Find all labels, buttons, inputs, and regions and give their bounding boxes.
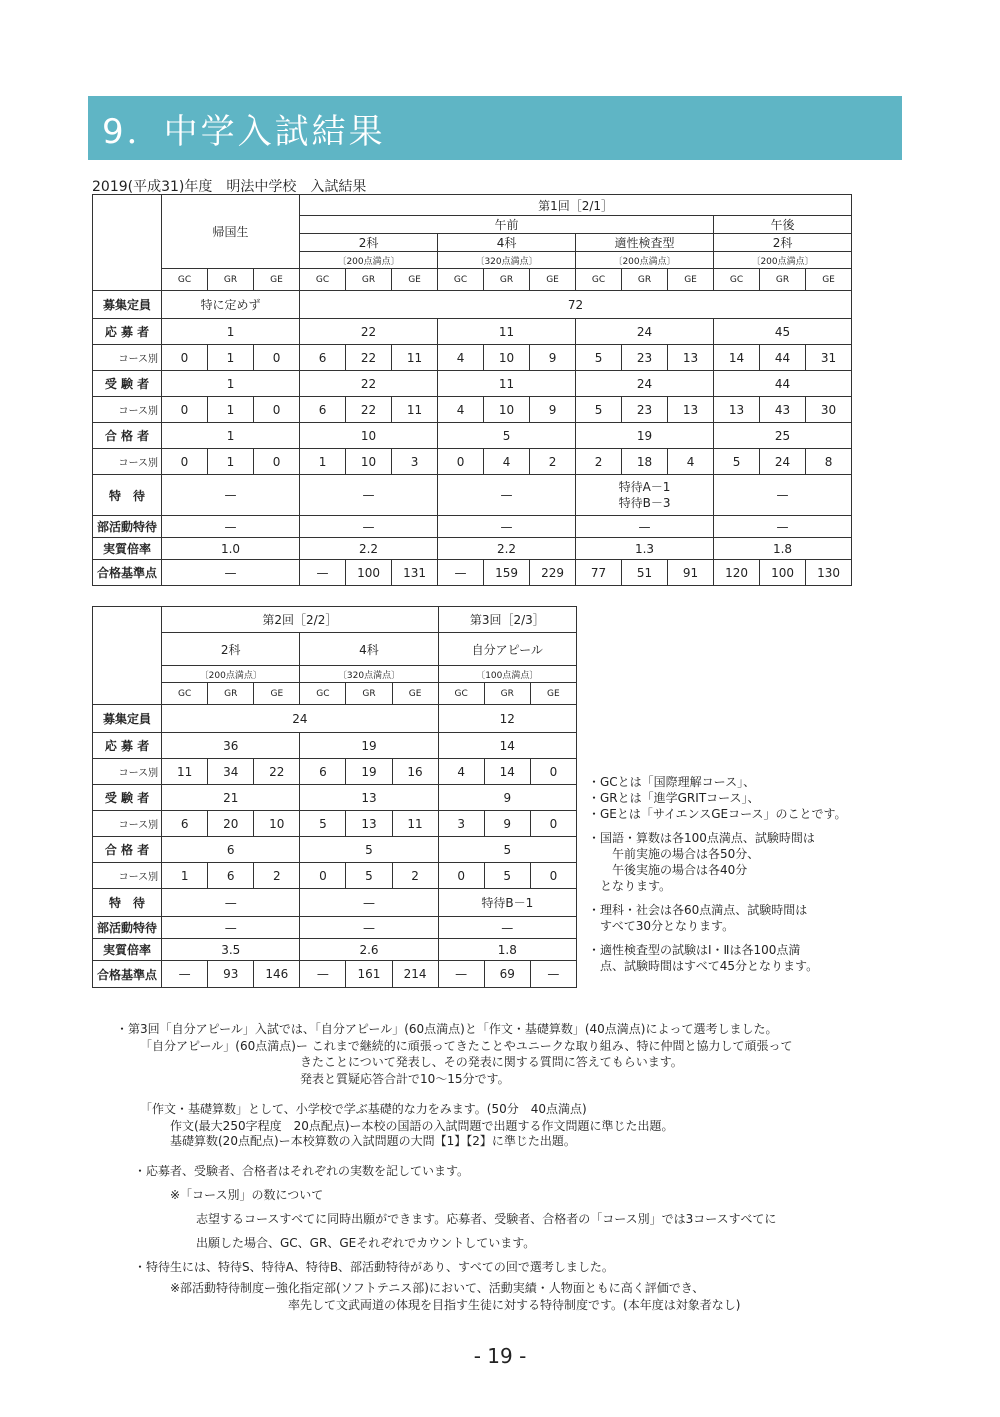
points-100: 〔100点満点〕: [438, 666, 576, 683]
total-cell: 1: [162, 319, 300, 345]
round2-header: 第2回［2/2］: [162, 607, 438, 633]
total-cell: 24: [576, 371, 714, 397]
cell: 14: [714, 345, 760, 371]
cell: 146: [254, 961, 300, 988]
col-gr: GR: [208, 269, 254, 291]
cell: —: [714, 516, 852, 538]
total-cell: 22: [300, 319, 438, 345]
note-line: 「自分アピール」(60点満点)ー これまで継続的に頑張ってきたことやユニークな取り組み、特に仲間と協力して頑張って: [140, 1039, 793, 1053]
gozen-header: 午前: [300, 216, 714, 234]
cell: 11: [392, 811, 438, 837]
total-cell: 9: [438, 785, 576, 811]
cell: 93: [208, 961, 254, 988]
col-ge: GE: [530, 269, 576, 291]
cell: 100: [346, 560, 392, 586]
row-label-goukaku: 合 格 者: [93, 423, 162, 449]
note-line: ・国語・算数は各100点満点、試験時間は: [588, 831, 815, 845]
cell: 13: [668, 345, 714, 371]
cell: 77: [576, 560, 622, 586]
col-ge: GE: [668, 269, 714, 291]
cell: 23: [622, 345, 668, 371]
total-cell: 5: [438, 423, 576, 449]
col-ge: GE: [392, 683, 438, 705]
note-line: 作文(最大250字程度 20点配点)ー本校の国語の入試問題で出題する作文問題に準じた出題。: [170, 1119, 674, 1133]
subject-tekisei: 適性検査型: [576, 234, 714, 252]
cell: —: [438, 917, 576, 939]
total-cell: 13: [300, 785, 438, 811]
cell: 214: [392, 961, 438, 988]
cell: 5: [576, 345, 622, 371]
cell: 9: [530, 345, 576, 371]
note-line: 「作文・基礎算数」として、小学校で学ぶ基礎的な力をみます。(50分 40点満点): [140, 1102, 587, 1116]
cell: 6: [300, 397, 346, 423]
cell: 0: [300, 863, 346, 889]
total-cell: 1: [162, 371, 300, 397]
note-course-defs: [588, 774, 847, 822]
note-line: ※「コース別」の数について: [170, 1188, 324, 1202]
cell: 0: [438, 449, 484, 475]
cell: 1.8: [714, 538, 852, 560]
cell: 0: [254, 449, 300, 475]
total-cell: 22: [300, 371, 438, 397]
cell: —: [714, 475, 852, 516]
page-number: - 19 -: [473, 1344, 527, 1368]
cell: 10: [254, 811, 300, 837]
col-gr: GR: [622, 269, 668, 291]
col-gr: GR: [208, 683, 254, 705]
note-line: ・理科・社会は各60点満点、試験時間は: [588, 903, 808, 917]
col-ge: GE: [392, 269, 438, 291]
cell: 6: [300, 345, 346, 371]
row-label-course: コース別: [93, 397, 162, 423]
row-label-kijun: 合格基準点: [93, 961, 162, 988]
col-gc: GC: [438, 683, 484, 705]
cell: 特待B－1: [438, 889, 576, 917]
round1-header: 第1回［2/1］: [300, 195, 852, 216]
row-label-boshu: 募集定員: [93, 705, 162, 733]
row-label-course: コース別: [93, 863, 162, 889]
cell: 6: [300, 759, 346, 785]
cell: 6: [162, 811, 208, 837]
cell: 30: [806, 397, 852, 423]
cell: —: [300, 516, 438, 538]
cell: 0: [438, 863, 484, 889]
note-line: 午前実施の場合は各50分、: [612, 847, 760, 861]
col-gr: GR: [346, 269, 392, 291]
boshu-kikoku: 特に定めず: [162, 291, 300, 319]
note-line: 午後実施の場合は各40分: [612, 863, 748, 877]
cell: —: [162, 917, 300, 939]
cell: 24: [760, 449, 806, 475]
cell: 4: [668, 449, 714, 475]
subject-2ka: 2科: [162, 633, 300, 666]
row-label-course: コース別: [93, 811, 162, 837]
total-cell: 11: [438, 319, 576, 345]
total-cell: 11: [438, 371, 576, 397]
row-label-bairitsu: 実質倍率: [93, 939, 162, 961]
points-200: 〔200点満点〕: [162, 666, 300, 683]
cell: —: [162, 889, 300, 917]
row-label-bairitsu: 実質倍率: [93, 538, 162, 560]
cell: 5: [576, 397, 622, 423]
cell: 159: [484, 560, 530, 586]
round3-header: 第3回［2/3］: [438, 607, 576, 633]
cell: —: [438, 961, 484, 988]
round1-results-table: [92, 194, 852, 586]
cell: 4: [438, 759, 484, 785]
cell: 10: [484, 397, 530, 423]
points-200: 〔200点満点〕: [300, 252, 438, 269]
cell: 20: [208, 811, 254, 837]
cell: —: [576, 516, 714, 538]
cell: 0: [530, 759, 576, 785]
cell: 43: [760, 397, 806, 423]
section-banner: [88, 96, 902, 160]
cell: 2.2: [300, 538, 438, 560]
cell: 0: [162, 449, 208, 475]
cell: 131: [392, 560, 438, 586]
total-cell: 5: [438, 837, 576, 863]
cell: 0: [254, 397, 300, 423]
note-line: ※部活動特待制度ー強化指定部(ソフトテニス部)において、活動実績・人物面ともに高く評価でき、: [170, 1281, 705, 1295]
total-cell: 19: [576, 423, 714, 449]
col-gr: GR: [484, 683, 530, 705]
col-ge: GE: [530, 683, 576, 705]
cell: —: [162, 961, 208, 988]
cell: 11: [392, 345, 438, 371]
cell: 14: [484, 759, 530, 785]
cell: 0: [162, 397, 208, 423]
cell: 9: [484, 811, 530, 837]
cell: 10: [484, 345, 530, 371]
col-gc: GC: [576, 269, 622, 291]
cell: 120: [714, 560, 760, 586]
cell: 2: [254, 863, 300, 889]
cell: 13: [346, 811, 392, 837]
cell: 1: [300, 449, 346, 475]
cell: —: [162, 560, 300, 586]
cell: 0: [530, 863, 576, 889]
note-line: すべて30分となります。: [600, 919, 735, 933]
col-gc: GC: [300, 683, 346, 705]
note-line: ・GRとは「進学GRITコース」、: [588, 791, 760, 805]
cell: 69: [484, 961, 530, 988]
cell: 2: [530, 449, 576, 475]
cell: —: [300, 475, 438, 516]
gogo-header: 午後: [714, 216, 852, 234]
cell: 1.3: [576, 538, 714, 560]
cell: 51: [622, 560, 668, 586]
page-title: 9．中学入試結果: [102, 112, 386, 152]
note-line: ・GEとは「サイエンスGEコース」のことです。: [588, 807, 847, 821]
row-label-boshu: 募集定員: [93, 291, 162, 319]
cell: —: [300, 889, 438, 917]
subject-2ka: 2科: [300, 234, 438, 252]
cell: 9: [530, 397, 576, 423]
course-notes: [588, 774, 847, 982]
cell: 5: [714, 449, 760, 475]
row-label-tokutai: 特 待: [93, 889, 162, 917]
note-line: ・特待生には、特待S、特待A、特待B、部活動特待があり、すべての回で選考しました。: [134, 1260, 614, 1274]
boshu-value: 72: [300, 291, 852, 319]
note-line: 点、試験時間はすべて45分となります。: [600, 959, 819, 973]
cell: 6: [208, 863, 254, 889]
row-label-kijun: 合格基準点: [93, 560, 162, 586]
row-label-course: コース別: [93, 345, 162, 371]
row-label-oubo: 応 募 者: [93, 733, 162, 759]
cell: 34: [208, 759, 254, 785]
total-cell: 14: [438, 733, 576, 759]
cell: 1.0: [162, 538, 300, 560]
row-label-course: コース別: [93, 759, 162, 785]
cell: —: [300, 917, 438, 939]
total-cell: 6: [162, 837, 300, 863]
total-cell: 36: [162, 733, 300, 759]
col-gc: GC: [162, 269, 208, 291]
cell: 5: [300, 811, 346, 837]
cell: 161: [346, 961, 392, 988]
round2-3-results-table: [92, 606, 577, 988]
row-label-juken: 受 験 者: [93, 785, 162, 811]
cell: —: [300, 961, 346, 988]
col-gr: GR: [484, 269, 530, 291]
cell: 0: [530, 811, 576, 837]
cell: —: [438, 516, 576, 538]
cell: 22: [254, 759, 300, 785]
cell: 4: [438, 345, 484, 371]
cell: 2: [576, 449, 622, 475]
cell: 19: [346, 759, 392, 785]
note-rika-shakai: [588, 902, 847, 934]
cell: 23: [622, 397, 668, 423]
cell: 2.6: [300, 939, 438, 961]
cell: —: [162, 475, 300, 516]
cell: 0: [254, 345, 300, 371]
cell: 3.5: [162, 939, 300, 961]
row-label-bukatsu: 部活動特待: [93, 917, 162, 939]
cell: —: [162, 516, 300, 538]
note-line: ・第3回「自分アピール」入試では、「自分アピール」(60点満点)と「作文・基礎算数」(40点満点)によって選考しました。: [116, 1022, 778, 1036]
cell: 100: [760, 560, 806, 586]
tokutai-a: 特待A－1: [618, 480, 671, 494]
cell: 1: [162, 863, 208, 889]
note-line: ・応募者、受験者、合格者はそれぞれの実数を記しています。: [134, 1164, 470, 1178]
subject-2ka-pm: 2科: [714, 234, 852, 252]
row-label-course: コース別: [93, 449, 162, 475]
col-gc: GC: [438, 269, 484, 291]
note-line: ・GCとは「国際理解コース」、: [588, 775, 756, 789]
row-label-tokutai: 特 待: [93, 475, 162, 516]
cell: —: [438, 475, 576, 516]
cell: 44: [760, 345, 806, 371]
tokutai-b: 特待B－3: [618, 496, 671, 510]
total-cell: 21: [162, 785, 300, 811]
tokutai-cell: [576, 475, 714, 516]
table-subtitle: 2019(平成31)年度 明法中学校 入試結果: [92, 179, 367, 195]
cell: 3: [392, 449, 438, 475]
note-line: 発表と質疑応答合計で10～15分です。: [300, 1072, 510, 1086]
cell: 229: [530, 560, 576, 586]
col-gc: GC: [162, 683, 208, 705]
col-ge: GE: [806, 269, 852, 291]
cell: 22: [346, 397, 392, 423]
note-line: 基礎算数(20点配点)ー本校算数の入試問題の大問【1】【2】に準じた出題。: [170, 1134, 576, 1148]
cell: —: [300, 560, 346, 586]
col-ge: GE: [254, 269, 300, 291]
cell: 2.2: [438, 538, 576, 560]
cell: 3: [438, 811, 484, 837]
total-cell: 24: [576, 319, 714, 345]
cell: 2: [392, 863, 438, 889]
row-label-juken: 受 験 者: [93, 371, 162, 397]
row-label-oubo: 応 募 者: [93, 319, 162, 345]
total-cell: 45: [714, 319, 852, 345]
boshu-value: 12: [438, 705, 576, 733]
cell: 11: [162, 759, 208, 785]
subject-4ka: 4科: [300, 633, 438, 666]
note-tekisei: [588, 942, 847, 974]
note-line: 志望するコースすべてに同時出願ができます。応募者、受験者、合格者の「コース別」では3コースすべてに: [196, 1212, 777, 1226]
col-gr: GR: [760, 269, 806, 291]
total-cell: 44: [714, 371, 852, 397]
row-label-bukatsu: 部活動特待: [93, 516, 162, 538]
cell: 1: [208, 397, 254, 423]
cell: 31: [806, 345, 852, 371]
col-gr: GR: [346, 683, 392, 705]
cell: 11: [392, 397, 438, 423]
boshu-value: 24: [162, 705, 438, 733]
cell: 13: [714, 397, 760, 423]
points-320: 〔320点満点〕: [300, 666, 438, 683]
total-cell: 25: [714, 423, 852, 449]
cell: —: [438, 560, 484, 586]
col-gc: GC: [714, 269, 760, 291]
cell: 130: [806, 560, 852, 586]
header-corner: [93, 607, 162, 705]
kikoku-header: 帰国生: [162, 195, 300, 269]
cell: 4: [438, 397, 484, 423]
header-corner: [93, 195, 162, 291]
total-cell: 5: [300, 837, 438, 863]
subject-jibun: 自分アピール: [438, 633, 576, 666]
cell: 18: [622, 449, 668, 475]
note-kokugo-sansu: [588, 830, 847, 894]
subject-4ka: 4科: [438, 234, 576, 252]
row-label-goukaku: 合 格 者: [93, 837, 162, 863]
note-line: きたことについて発表し、その発表に関する質問に答えてもらいます。: [300, 1055, 683, 1069]
cell: 1: [208, 449, 254, 475]
note-line: ・適性検査型の試験はⅠ・Ⅱは各100点満: [588, 943, 801, 957]
points-200: 〔200点満点〕: [714, 252, 852, 269]
cell: 5: [484, 863, 530, 889]
note-line: 出願した場合、GC、GR、GEそれぞれでカウントしています。: [196, 1236, 536, 1250]
cell: 0: [162, 345, 208, 371]
cell: 5: [346, 863, 392, 889]
note-line: となります。: [600, 879, 672, 893]
col-gc: GC: [300, 269, 346, 291]
cell: 1: [208, 345, 254, 371]
total-cell: 10: [300, 423, 438, 449]
cell: 4: [484, 449, 530, 475]
col-ge: GE: [254, 683, 300, 705]
cell: 22: [346, 345, 392, 371]
points-200: 〔200点満点〕: [576, 252, 714, 269]
note-line: 率先して文武両道の体現を目指す生徒に対する特待制度です。(本年度は対象者なし): [288, 1298, 741, 1312]
cell: 13: [668, 397, 714, 423]
cell: —: [530, 961, 576, 988]
cell: 16: [392, 759, 438, 785]
points-320: 〔320点満点〕: [438, 252, 576, 269]
cell: 8: [806, 449, 852, 475]
cell: 91: [668, 560, 714, 586]
total-cell: 1: [162, 423, 300, 449]
cell: 1.8: [438, 939, 576, 961]
total-cell: 19: [300, 733, 438, 759]
cell: 10: [346, 449, 392, 475]
